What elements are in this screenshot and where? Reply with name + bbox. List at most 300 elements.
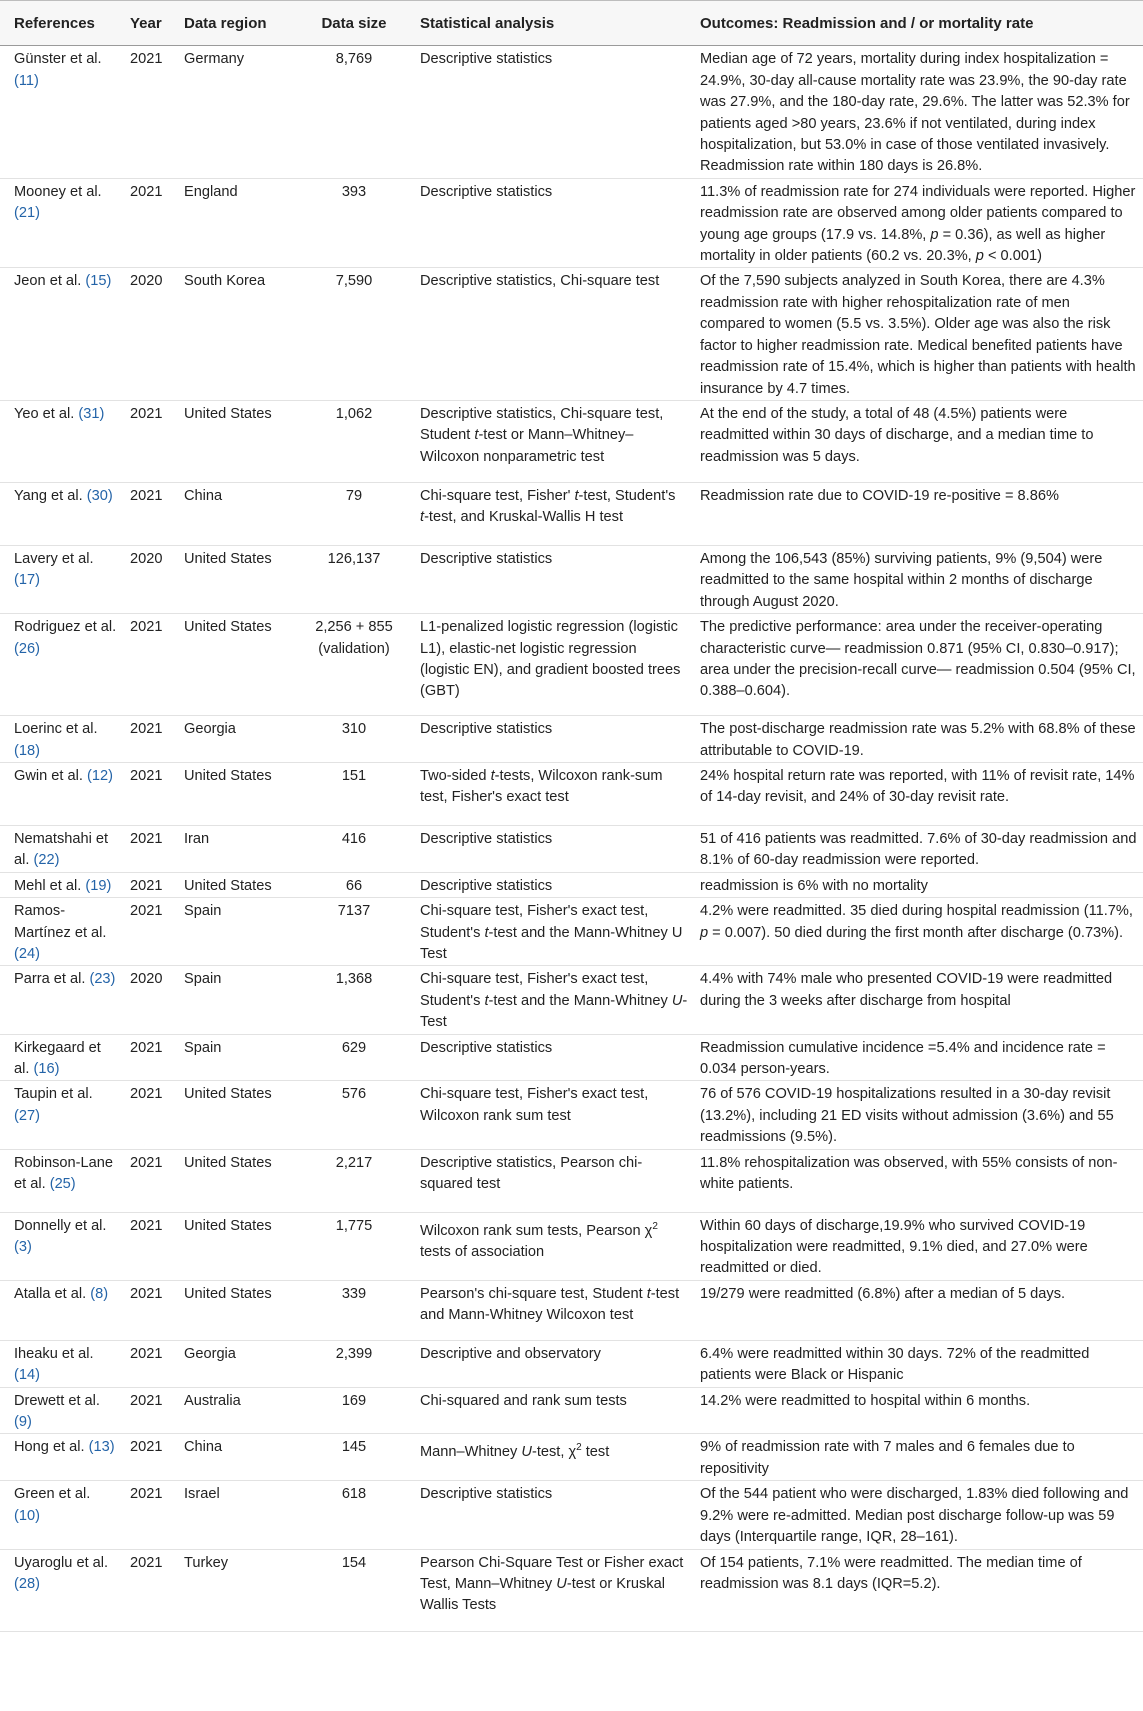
cell-statistical-analysis-text: Descriptive statistics, Chi-square test: [420, 273, 660, 290]
reference-author: Ramos-Martínez et al.: [14, 903, 107, 941]
cell-data-size: [294, 1387, 414, 1434]
cell-data-size-text: 1,062: [335, 405, 373, 422]
citation-link[interactable]: (18): [14, 742, 40, 759]
cell-outcome-text: 9% of readmission rate with 7 males and 6 females due to repositivity: [700, 1439, 1075, 1477]
cell-data-region: [178, 1034, 294, 1081]
cell-data-region: [178, 716, 294, 763]
cell-data-size: [294, 545, 414, 613]
cell-outcome: [694, 1280, 1143, 1340]
cell-data-size: [294, 400, 414, 482]
cell-data-region-text: United States: [184, 619, 272, 636]
cell-year: [124, 614, 178, 716]
cell-outcome: [694, 1149, 1143, 1212]
cell-outcome-text: 4.4% with 74% male who presented COVID-19 were readmitted during the 3 weeks after discharge from hospital: [700, 971, 1113, 1009]
header-statistical-analysis: Statistical analysis: [414, 1, 694, 46]
cell-data-region: [178, 268, 294, 400]
cell-reference: [0, 1212, 124, 1280]
cell-year: [124, 1434, 178, 1481]
cell-data-size: [294, 1481, 414, 1549]
cell-data-size-text: 339: [341, 1285, 367, 1302]
cell-data-region-text: United States: [184, 1086, 272, 1103]
cell-year: [124, 1340, 178, 1387]
cell-outcome: [694, 46, 1143, 178]
reference-text: [14, 401, 118, 425]
cell-year-text: 2021: [130, 487, 163, 504]
cell-outcome-text: Among the 106,543 (85%) surviving patients, 9% (9,504) were readmitted to the same hospital within 2 months of discharge through August 2020.: [700, 550, 1103, 610]
reference-author: Loerinc et al.: [14, 721, 98, 738]
cell-statistical-analysis-text: Pearson's chi-square test, Student t-test and Mann-Whitney Wilcoxon test: [420, 1285, 680, 1324]
reference-author: Taupin et al.: [14, 1086, 93, 1103]
cell-data-region: [178, 1149, 294, 1212]
citation-link[interactable]: (27): [14, 1107, 40, 1124]
cell-outcome-text: Readmission rate due to COVID-19 re-positive = 8.86%: [700, 487, 1059, 504]
cell-outcome: [694, 966, 1143, 1034]
cell-data-size: [294, 268, 414, 400]
cell-year: [124, 1149, 178, 1212]
cell-year-text: 2021: [130, 1154, 163, 1171]
reference-text: [14, 268, 118, 292]
cell-outcome: [694, 400, 1143, 482]
cell-statistical-analysis: [414, 1340, 694, 1387]
cell-statistical-analysis-text: Wilcoxon rank sum tests, Pearson $\chi^2$ tests of association: [420, 1220, 658, 1260]
cell-data-size-text: 576: [341, 1086, 367, 1103]
cell-reference: [0, 1549, 124, 1631]
cell-data-region-text: United States: [184, 877, 272, 894]
table-row: [0, 46, 1143, 178]
cell-outcome-text: 4.2% were readmitted. 35 died during hospital readmission (11.7%, p = 0.007). 50 died during the first month after discharge (0.73%).: [700, 903, 1133, 941]
table-row: [0, 762, 1143, 825]
reference-text: [14, 179, 118, 225]
citation-link[interactable]: (28): [14, 1575, 40, 1592]
reference-author: Kirkegaard et al.: [14, 1039, 101, 1077]
cell-data-region: [178, 482, 294, 545]
cell-year: [124, 1387, 178, 1434]
cell-statistical-analysis: [414, 1434, 694, 1481]
cell-outcome: [694, 825, 1143, 872]
cell-data-size-text: 416: [341, 830, 367, 847]
reference-text: [14, 763, 118, 787]
table-row: [0, 1212, 1143, 1280]
cell-data-size-text: 79: [345, 487, 363, 504]
cell-outcome-text: At the end of the study, a total of 48 (4.5%) patients were readmitted within 30 days of discharge, and a median time to readmission was 5 days.: [700, 405, 1094, 465]
table-row: [0, 825, 1143, 872]
reference-text: [14, 1081, 118, 1127]
citation-link[interactable]: (23): [89, 971, 116, 988]
reference-author: Jeon et al.: [14, 273, 82, 290]
cell-data-size-text: 169: [341, 1392, 367, 1409]
citation-link[interactable]: (30): [86, 487, 113, 504]
table-header-row: [0, 1, 1143, 46]
cell-year: [124, 1212, 178, 1280]
cell-outcome: [694, 716, 1143, 763]
cell-data-region-text: China: [184, 1439, 223, 1456]
cell-data-size: [294, 762, 414, 825]
header-data-size: Data size: [294, 1, 414, 46]
reference-author: Hong et al.: [14, 1439, 85, 1456]
citation-link[interactable]: (9): [14, 1414, 32, 1431]
citation-link[interactable]: (12): [87, 767, 113, 784]
reference-author: Robinson-Lane et al.: [14, 1154, 113, 1193]
table-row: [0, 1081, 1143, 1149]
cell-year: [124, 1034, 178, 1081]
citation-link[interactable]: (22): [33, 852, 60, 869]
cell-data-size: [294, 1340, 414, 1387]
table-row: [0, 614, 1143, 716]
cell-year: [124, 762, 178, 825]
cell-reference: [0, 1340, 124, 1387]
reference-text: [14, 1388, 118, 1434]
cell-outcome: [694, 1549, 1143, 1631]
cell-statistical-analysis-text: Chi-square test, Fisher' t-test, Student's t-test, and Kruskal-Wallis H test: [420, 487, 676, 526]
cell-statistical-analysis: [414, 1549, 694, 1631]
cell-year-text: 2021: [130, 619, 163, 636]
cell-outcome-text: Of the 544 patient who were discharged, 1.83% died following and 9.2% were re-admitted. Median post discharge follow-up was 59 days (Interquartile range, IQR, 28–161).: [700, 1486, 1129, 1546]
cell-data-size: [294, 1081, 414, 1149]
cell-data-region: [178, 400, 294, 482]
cell-year: [124, 1481, 178, 1549]
reference-text: [14, 1434, 118, 1458]
cell-data-region: [178, 545, 294, 613]
cell-outcome: [694, 178, 1143, 268]
cell-statistical-analysis-text: Chi-square test, Fisher's exact test, Student's t-test and the Mann-Whitney U-Test: [420, 971, 688, 1031]
reference-author: Atalla et al.: [14, 1285, 87, 1302]
cell-statistical-analysis-text: Descriptive statistics: [420, 550, 553, 567]
reference-author: Mehl et al.: [14, 877, 82, 894]
cell-statistical-analysis: [414, 178, 694, 268]
cell-year-text: 2021: [130, 1285, 163, 1302]
cell-reference: [0, 46, 124, 178]
cell-data-size-text: 66: [345, 877, 363, 894]
cell-data-size: [294, 1549, 414, 1631]
cell-outcome: [694, 545, 1143, 613]
cell-outcome: [694, 1212, 1143, 1280]
cell-outcome-text: Of 154 patients, 7.1% were readmitted. The median time of readmission was 8.1 days (IQR=5.2).: [700, 1554, 1082, 1592]
cell-year-text: 2021: [130, 1439, 163, 1456]
reference-text: [14, 1481, 118, 1527]
cell-statistical-analysis-text: Descriptive statistics: [420, 721, 553, 738]
reference-author: Lavery et al.: [14, 550, 94, 567]
cell-data-size: [294, 825, 414, 872]
citation-link[interactable]: (21): [14, 205, 40, 222]
citation-link[interactable]: (26): [14, 640, 40, 657]
header-outcomes: Outcomes: Readmission and / or mortality rate: [694, 1, 1143, 46]
table-row: [0, 1387, 1143, 1434]
cell-data-size-text: 2,217: [335, 1154, 373, 1171]
cell-reference: [0, 1387, 124, 1434]
cell-outcome-text: 6.4% were readmitted within 30 days. 72% of the readmitted patients were Black or Hispanic: [700, 1345, 1090, 1384]
cell-reference: [0, 1481, 124, 1549]
cell-outcome-text: Of the 7,590 subjects analyzed in South Korea, there are 4.3% readmission rate with higher rehospitalization rate of men compared to women (5.5 vs. 3.5%). Older age was also the risk factor to higher readmission rate. Medical benefited patients have readmission rate of 15.4%, which is higher than patients with health insurance by 4.7 times.: [700, 273, 1136, 397]
citation-link[interactable]: (19): [85, 877, 112, 894]
cell-data-size-text: 1,775: [335, 1217, 373, 1234]
cell-outcome-text: 14.2% were readmitted to hospital within 6 months.: [700, 1392, 1031, 1409]
cell-outcome: [694, 1481, 1143, 1549]
cell-outcome: [694, 1387, 1143, 1434]
cell-data-region-text: South Korea: [184, 273, 266, 290]
cell-data-size-text: 310: [341, 721, 367, 738]
cell-statistical-analysis: [414, 482, 694, 545]
cell-data-region-text: Spain: [184, 1039, 222, 1056]
cell-outcome: [694, 1034, 1143, 1081]
cell-statistical-analysis-text: Descriptive statistics, Pearson chi-squared test: [420, 1154, 643, 1193]
table-body: [0, 46, 1143, 1631]
reference-text: [14, 1550, 118, 1596]
cell-statistical-analysis-text: Descriptive statistics: [420, 1486, 553, 1503]
reference-author: Yang et al.: [14, 487, 83, 504]
cell-statistical-analysis-text: Descriptive statistics: [420, 183, 553, 200]
reference-text: [14, 546, 118, 592]
cell-year-text: 2021: [130, 1086, 163, 1103]
reference-text: [14, 46, 118, 92]
cell-data-region: [178, 825, 294, 872]
cell-outcome: [694, 614, 1143, 716]
cell-year-text: 2021: [130, 1217, 163, 1234]
cell-outcome-text: 11.3% of readmission rate for 274 individuals were reported. Higher readmission rate are observed among older patients compared to young age groups (17.9 vs. 14.8%, p = 0.36), as well as higher mortality in older patients (60.2 vs. 20.3%, p < 0.001): [700, 183, 1136, 265]
cell-year-text: 2021: [130, 1554, 163, 1571]
table-row: [0, 1481, 1143, 1549]
cell-statistical-analysis: [414, 872, 694, 897]
reference-author: Iheaku et al.: [14, 1345, 94, 1362]
cell-data-size: [294, 1434, 414, 1481]
cell-data-region-text: United States: [184, 405, 272, 422]
table-row: [0, 872, 1143, 897]
cell-data-region: [178, 614, 294, 716]
cell-data-size: [294, 716, 414, 763]
cell-reference: [0, 1034, 124, 1081]
cell-data-region: [178, 1212, 294, 1280]
cell-outcome: [694, 1434, 1143, 1481]
cell-statistical-analysis: [414, 400, 694, 482]
table-row: [0, 966, 1143, 1034]
cell-statistical-analysis: [414, 268, 694, 400]
cell-data-size: [294, 482, 414, 545]
citation-link[interactable]: (31): [78, 405, 105, 422]
cell-data-region: [178, 46, 294, 178]
cell-statistical-analysis-text: Descriptive statistics, Chi-square test, Student t-test or Mann–Whitney–Wilcoxon nonparametric test: [420, 405, 664, 465]
cell-data-size: [294, 614, 414, 716]
citation-link[interactable]: (11): [14, 72, 39, 89]
cell-data-region: [178, 1081, 294, 1149]
cell-year-text: 2021: [130, 1345, 163, 1362]
table-row: [0, 545, 1143, 613]
cell-year: [124, 400, 178, 482]
cell-outcome-text: Median age of 72 years, mortality during index hospitalization = 24.9%, 30-day all-cause mortality rate was 23.9%, the 90-day rate was 27.9%, and the 180-day rate, 29.6%. The latter was 52.3% for patients aged >80 years, 23.6% if not ventilated, during index hospitalization, but 53.0% in case of those ventilated invasively. Readmission rate within 180 days is 26.8%.: [700, 51, 1130, 175]
cell-outcome: [694, 872, 1143, 897]
cell-data-size-text: 2,256 + 855 (validation): [315, 619, 393, 657]
cell-reference: [0, 1434, 124, 1481]
cell-data-region-text: United States: [184, 1217, 272, 1234]
reference-text: [14, 1341, 118, 1387]
cell-data-region: [178, 178, 294, 268]
cell-outcome: [694, 268, 1143, 400]
cell-data-size: [294, 872, 414, 897]
cell-reference: [0, 178, 124, 268]
reference-text: [14, 1150, 118, 1196]
reference-text: [14, 826, 118, 872]
reference-text: [14, 966, 118, 990]
cell-data-region-text: Israel: [184, 1486, 220, 1503]
cell-data-size-text: 145: [341, 1439, 367, 1456]
cell-data-region-text: Spain: [184, 903, 222, 920]
cell-statistical-analysis: [414, 966, 694, 1034]
cell-year-text: 2021: [130, 1486, 163, 1503]
cell-year: [124, 46, 178, 178]
cell-statistical-analysis-text: Two-sided t-tests, Wilcoxon rank-sum test, Fisher's exact test: [420, 767, 663, 806]
reference-text: [14, 716, 118, 762]
table-row: [0, 178, 1143, 268]
cell-data-region: [178, 1280, 294, 1340]
cell-data-region-text: Australia: [184, 1392, 241, 1409]
cell-reference: [0, 966, 124, 1034]
cell-data-size: [294, 1280, 414, 1340]
reference-text: [14, 873, 118, 897]
table-row: [0, 1549, 1143, 1631]
cell-year: [124, 716, 178, 763]
cell-data-size: [294, 1149, 414, 1212]
cell-data-size: [294, 1212, 414, 1280]
cell-data-region: [178, 762, 294, 825]
cell-year: [124, 482, 178, 545]
cell-statistical-analysis: [414, 1149, 694, 1212]
cell-year-text: 2021: [130, 1392, 163, 1409]
cell-data-size-text: 7,590: [335, 273, 373, 290]
cell-outcome-text: The predictive performance: area under the receiver-operating characteristic curve— readmission 0.871 (95% CI, 0.830–0.917); area under the precision-recall curve— readmission 0.504 (95% CI, 0.388–0.604).: [700, 619, 1136, 700]
cell-outcome: [694, 482, 1143, 545]
reference-author: Parra et al.: [14, 971, 86, 988]
cell-data-region-text: Georgia: [184, 1345, 236, 1362]
table-row: [0, 716, 1143, 763]
cell-statistical-analysis: [414, 1081, 694, 1149]
cell-data-region: [178, 1387, 294, 1434]
citation-link[interactable]: (10): [14, 1507, 40, 1524]
reference-text: [14, 1281, 118, 1305]
citation-link[interactable]: (15): [85, 273, 112, 290]
reference-text: [14, 483, 118, 507]
cell-reference: [0, 825, 124, 872]
citation-link[interactable]: (25): [49, 1176, 76, 1193]
cell-year-text: 2021: [130, 51, 163, 68]
cell-data-region-text: United States: [184, 1154, 272, 1171]
cell-data-region-text: United States: [184, 550, 272, 567]
reference-author: Mooney et al.: [14, 183, 102, 200]
cell-outcome-text: 76 of 576 COVID-19 hospitalizations resulted in a 30-day revisit (13.2%), including 21 ED visits without admission (3.6%) and 55 readmissions (9.5%).: [700, 1086, 1114, 1146]
cell-data-region-text: Turkey: [184, 1554, 229, 1571]
citation-link[interactable]: (16): [33, 1061, 60, 1077]
citation-link[interactable]: (8): [90, 1285, 109, 1302]
cell-data-region: [178, 872, 294, 897]
cell-data-size-text: 618: [341, 1486, 367, 1503]
cell-statistical-analysis: [414, 716, 694, 763]
header-references: References: [0, 1, 124, 46]
reference-text: [14, 614, 118, 660]
cell-statistical-analysis-text: Chi-squared and rank sum tests: [420, 1392, 627, 1409]
cell-data-size-text: 2,399: [335, 1345, 373, 1362]
cell-year-text: 2020: [130, 971, 163, 988]
cell-statistical-analysis: [414, 545, 694, 613]
cell-statistical-analysis-text: Pearson Chi-Square Test or Fisher exact Test, Mann–Whitney U-test or Kruskal Wallis Tests: [420, 1554, 684, 1614]
cell-reference: [0, 762, 124, 825]
cell-data-region-text: China: [184, 487, 223, 504]
cell-data-size-text: 629: [341, 1039, 367, 1056]
cell-data-region: [178, 1434, 294, 1481]
citation-link[interactable]: (13): [88, 1439, 115, 1456]
citation-link[interactable]: (14): [14, 1367, 40, 1384]
cell-data-region: [178, 1481, 294, 1549]
reference-author: Gwin et al.: [14, 767, 83, 784]
cell-reference: [0, 268, 124, 400]
cell-reference: [0, 716, 124, 763]
cell-data-size-text: 8,769: [335, 51, 373, 68]
cell-year-text: 2021: [130, 877, 163, 894]
table-row: [0, 1034, 1143, 1081]
table-row: [0, 268, 1143, 400]
cell-data-region: [178, 1549, 294, 1631]
cell-outcome-text: The post-discharge readmission rate was 5.2% with 68.8% of these attributable to COVID-19.: [700, 721, 1136, 759]
cell-statistical-analysis: [414, 1212, 694, 1280]
cell-reference: [0, 872, 124, 897]
header-data-region: Data region: [178, 1, 294, 46]
cell-statistical-analysis: [414, 1481, 694, 1549]
cell-year: [124, 178, 178, 268]
cell-data-region: [178, 966, 294, 1034]
cell-statistical-analysis: [414, 762, 694, 825]
cell-data-region-text: Germany: [184, 51, 245, 68]
cell-data-size: [294, 1034, 414, 1081]
cell-statistical-analysis: [414, 1280, 694, 1340]
cell-year: [124, 1549, 178, 1631]
cell-outcome: [694, 1081, 1143, 1149]
cell-data-size-text: 154: [341, 1554, 367, 1571]
cell-data-region-text: Georgia: [184, 721, 236, 738]
cell-reference: [0, 1149, 124, 1212]
cell-outcome-text: 11.8% rehospitalization was observed, with 55% consists of non-white patients.: [700, 1154, 1118, 1193]
cell-year: [124, 1081, 178, 1149]
table-row: [0, 1340, 1143, 1387]
reference-text: [14, 1213, 118, 1259]
cell-data-region: [178, 1340, 294, 1387]
cell-reference: [0, 482, 124, 545]
cell-statistical-analysis-text: Chi-square test, Fisher's exact test, Student's t-test and the Mann-Whitney U Test: [420, 903, 683, 962]
cell-statistical-analysis: [414, 614, 694, 716]
cell-statistical-analysis: [414, 46, 694, 178]
table-row: [0, 400, 1143, 482]
citation-link[interactable]: (24): [14, 945, 40, 962]
cell-data-size-text: 393: [341, 183, 367, 200]
cell-data-region-text: United States: [184, 767, 272, 784]
reference-author: Green et al.: [14, 1486, 91, 1503]
cell-outcome: [694, 762, 1143, 825]
reference-author: Uyaroglu et al.: [14, 1554, 109, 1571]
cell-statistical-analysis-text: Descriptive statistics: [420, 830, 553, 847]
cell-year-text: 2021: [130, 183, 163, 200]
cell-outcome: [694, 1340, 1143, 1387]
cell-outcome-text: 24% hospital return rate was reported, with 11% of revisit rate, 14% of 14-day revisit, and 24% of 30-day revisit rate.: [700, 767, 1135, 806]
cell-statistical-analysis-text: Descriptive statistics: [420, 877, 553, 894]
header-year: Year: [124, 1, 178, 46]
cell-statistical-analysis: [414, 898, 694, 966]
reference-author: Nematshahi et al.: [14, 830, 109, 869]
cell-data-region: [178, 898, 294, 966]
cell-statistical-analysis: [414, 1387, 694, 1434]
cell-data-size-text: 126,137: [327, 550, 381, 567]
table-row: [0, 898, 1143, 966]
cell-data-region-text: Iran: [184, 830, 210, 847]
cell-reference: [0, 1280, 124, 1340]
cell-outcome-text: 19/279 were readmitted (6.8%) after a median of 5 days.: [700, 1285, 1066, 1302]
citation-link[interactable]: (17): [14, 572, 40, 589]
cell-statistical-analysis-text: Descriptive statistics: [420, 51, 553, 68]
citation-link[interactable]: (3): [14, 1239, 32, 1256]
